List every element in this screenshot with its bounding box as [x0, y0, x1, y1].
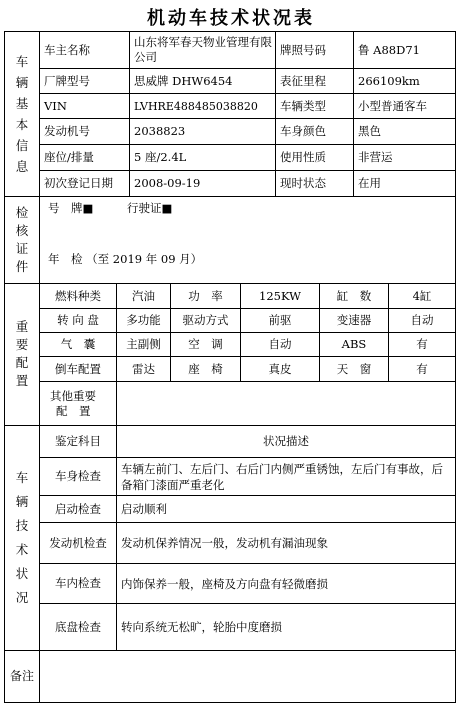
config-cell: 空 调	[188, 337, 223, 351]
section-label-vehicle-info	[5, 32, 39, 196]
model-label: 厂牌型号	[44, 73, 90, 88]
usage-value: 非营运	[358, 150, 393, 164]
config-cell: 转 向 盘	[57, 313, 99, 327]
config-cell: 汽油	[132, 288, 155, 303]
condition-item: 车身检查	[55, 469, 101, 483]
condition-desc: 车辆左前门、左后门、右后门内侧严重锈蚀，左后门有事故，后备箱门漆面严重老化	[121, 461, 443, 492]
section-label-text: 重要配置	[15, 319, 29, 388]
config-cell: 倒车配置	[55, 361, 101, 376]
section-label-certificates	[5, 196, 39, 283]
type-value: 小型普通客车	[358, 98, 427, 113]
section-label-config	[5, 283, 39, 425]
config-cell: 125KW	[259, 288, 301, 303]
certificate-license: 行驶证■	[127, 200, 173, 215]
condition-item: 启动检查	[55, 501, 101, 516]
condition-item: 发动机检查	[49, 535, 107, 550]
config-cell: 天 窗	[336, 361, 372, 376]
config-cell: 主副侧	[126, 337, 161, 351]
section-label-text: 车辆基本信息	[15, 54, 29, 174]
form-title: 机动车技术状况表	[147, 8, 315, 29]
config-cell: 驱动方式	[182, 313, 229, 327]
section-label-condition	[5, 425, 39, 650]
config-cell: 多功能	[126, 313, 161, 327]
condition-item: 车内检查	[55, 576, 101, 590]
mileage-label: 表征里程	[280, 73, 326, 88]
regdate-label: 初次登记日期	[44, 176, 113, 190]
status-label: 现时状态	[280, 176, 326, 190]
color-label: 车身颜色	[280, 124, 326, 138]
other-config-label-line2: 配 置	[56, 403, 91, 418]
config-cell: 变速器	[336, 313, 372, 327]
config-cell: 燃料种类	[55, 288, 101, 303]
vin-value: LVHRE488485038820	[134, 99, 258, 113]
type-label: 车辆类型	[280, 98, 326, 113]
seat-value: 5 座/2.4L	[134, 150, 187, 164]
remarks-content	[40, 651, 455, 702]
other-config-label	[40, 382, 116, 425]
certificate-inspection: 年 检 （至 2019 年 09 月）	[48, 251, 203, 266]
model-value: 思威牌 DHW6454	[134, 73, 233, 88]
config-cell: 有	[416, 337, 428, 351]
condition-header-desc: 状况描述	[263, 434, 309, 448]
condition-desc: 内饰保养一般，座椅及方向盘有轻微磨损	[121, 576, 328, 591]
color-value: 黑色	[358, 124, 381, 138]
engine-label: 发动机号	[44, 124, 90, 138]
config-cell: 座 椅	[188, 361, 223, 376]
section-label-text: 检核证件	[15, 204, 29, 274]
config-cell: 真皮	[268, 361, 292, 376]
config-cell: 有	[416, 361, 428, 376]
usage-label: 使用性质	[280, 150, 326, 164]
plate-value: 鲁 A88D71	[358, 42, 420, 57]
owner-label: 车主名称	[44, 42, 90, 57]
config-cell: 雷达	[132, 361, 155, 376]
certificate-plate: 号 牌■	[48, 200, 94, 215]
config-cell: 自动	[410, 313, 434, 327]
vin-label: VIN	[44, 98, 67, 113]
config-cell: 气 囊	[60, 337, 96, 351]
remarks-label: 备注	[9, 668, 34, 683]
other-config-label-line1: 其他重要	[50, 388, 96, 403]
config-cell: 自动	[268, 337, 292, 351]
config-cell: ABS	[341, 337, 367, 351]
condition-desc: 转向系统无松旷，轮胎中度磨损	[121, 620, 282, 634]
technical-status-table	[4, 31, 456, 703]
mileage-value: 266109km	[358, 73, 420, 88]
owner-value: 山东将军春天物业管理有限公司	[134, 35, 272, 64]
config-cell: 4缸	[412, 288, 432, 303]
condition-desc: 启动顺利	[121, 502, 167, 516]
condition-item: 底盘检查	[55, 619, 101, 634]
plate-label: 牌照号码	[280, 42, 326, 57]
condition-header-item: 鉴定科目	[55, 434, 101, 448]
config-cell: 功 率	[188, 288, 223, 303]
status-value: 在用	[358, 176, 381, 190]
section-label-text: 车辆技术状况	[15, 469, 29, 605]
regdate-value: 2008-09-19	[134, 176, 201, 190]
config-cell: 缸 数	[336, 288, 372, 303]
engine-value: 2038823	[134, 124, 186, 138]
seat-label: 座位/排量	[44, 150, 94, 164]
condition-desc: 发动机保养情况一般，发动机有漏油现象	[121, 536, 328, 550]
config-cell: 前驱	[268, 313, 292, 327]
